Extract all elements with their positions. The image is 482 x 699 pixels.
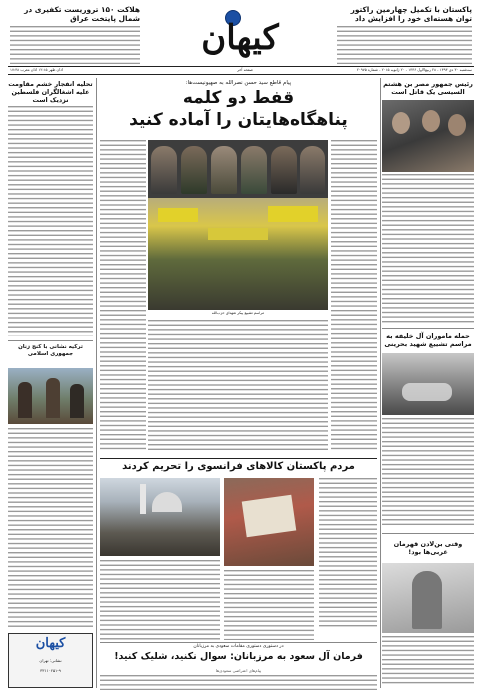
prayer-times: اذان ظهر ۱۲:۱۵ اذان مغرب ۱۷:۳۸ <box>10 68 63 72</box>
top-left-headline: هلاکت ۱۵۰ تروریست تکفیری در شمال پایتخت عراق <box>24 5 140 23</box>
lower-small-kicker: پیام‌های اعتراضی سعودی‌ها <box>215 668 262 673</box>
issue-line: سه‌شنبه ۳۰ دی ۱۳۹۳ - ۲۸ ربیع‌الاول ۱۴۳۶ - ۲۰ ژانویه ۲۰۱۵ - شماره ۲۰۹۷۵ <box>356 68 472 72</box>
left-column <box>8 78 93 688</box>
main-text-center <box>148 320 328 450</box>
right-story1-text <box>382 174 474 324</box>
right-story1-photo <box>382 100 474 172</box>
date-line: صفحه آخر <box>237 68 253 72</box>
masthead-rule-top <box>8 66 474 67</box>
right-story1-title: رئیس جمهور مصر بن هشتم السیسی یک قاتل است <box>383 80 473 96</box>
footer-logo: کیهان <box>35 636 66 651</box>
masthead-rule-bottom <box>8 74 474 75</box>
main-photo-caption: مراسم تشییع پیکر شهدای حزب‌الله <box>211 311 265 315</box>
left-story2-photo <box>8 368 93 424</box>
main-headline-line2: پناهگاه‌هایتان را آماده کنید <box>129 110 348 130</box>
right-story2-photo <box>382 353 474 415</box>
lower-bottom-text <box>100 675 377 690</box>
col-rule-right <box>380 78 381 688</box>
footer-phone: ۳۳۱۱۰۲۵۱-۹ <box>40 668 61 673</box>
left-story2-title: ترکیه نشانی با کنج زنان جمهوری اسلامی <box>18 344 83 357</box>
lower-text-left <box>100 560 220 640</box>
top-right-headline: پاکستان با تکمیل چهارمین راکتور توان هسته‌ای خود را افزایش داد <box>350 5 472 23</box>
lower-band-rule <box>100 458 377 459</box>
lower-left-photo <box>100 478 220 556</box>
top-right-teaser <box>337 26 472 64</box>
col-rule-left <box>96 78 97 688</box>
right-divider-1 <box>382 328 474 329</box>
right-divider-2 <box>382 533 474 534</box>
lower-band <box>100 458 377 693</box>
logo-text: کیهان <box>201 18 279 58</box>
left-story1-text <box>8 106 93 336</box>
right-story2-title: حمله ماموران آل خلیفه به مراسم تشییع شهید بحرینی <box>384 332 472 348</box>
main-text-right <box>331 140 377 450</box>
lower-banner-headline: مردم پاکستان کالاهای فرانسوی را تحریم کردند <box>122 461 355 472</box>
left-story1-title: تحلیه انفجار خشم مقاومت علیه اشغالگران فلسطین نزدیک است <box>8 80 93 104</box>
lower-divider <box>100 642 377 643</box>
lower-right-photo <box>224 478 314 566</box>
main-kicker: پیام قاطع سید حسن نصرالله به صهیونیست‌ها: <box>185 80 292 86</box>
main-portraits <box>148 140 328 198</box>
right-column <box>382 78 474 688</box>
right-story2-text <box>382 418 474 528</box>
right-story3-title: وقتی بن‌لادن قهرمان غربی‌ها بود! <box>393 540 463 556</box>
newspaper-logo <box>170 8 310 68</box>
right-story3-text <box>382 636 474 686</box>
lower-bottom-headline: فرمان آل سعود به مرزبانان: سوال نکنید، شلیک کنید! <box>114 651 363 662</box>
right-story3-photo <box>382 563 474 633</box>
main-story <box>100 78 377 458</box>
top-left-teaser <box>10 26 140 64</box>
left-story2-text <box>8 428 93 628</box>
main-funeral-photo <box>148 198 328 310</box>
footer-label: نشانی: تهران <box>39 658 62 663</box>
footer-info-box <box>8 633 93 688</box>
lower-text-mid <box>224 570 314 640</box>
masthead <box>0 0 482 82</box>
left-divider-1 <box>8 340 93 341</box>
main-text-left <box>100 140 146 450</box>
main-headline-line1: قفط دو کلمه <box>182 88 295 108</box>
lower-bottom-kicker: در دستوری دستوری مقامات سعودی به مرزبانان <box>193 644 284 649</box>
lower-text-right <box>319 478 377 628</box>
